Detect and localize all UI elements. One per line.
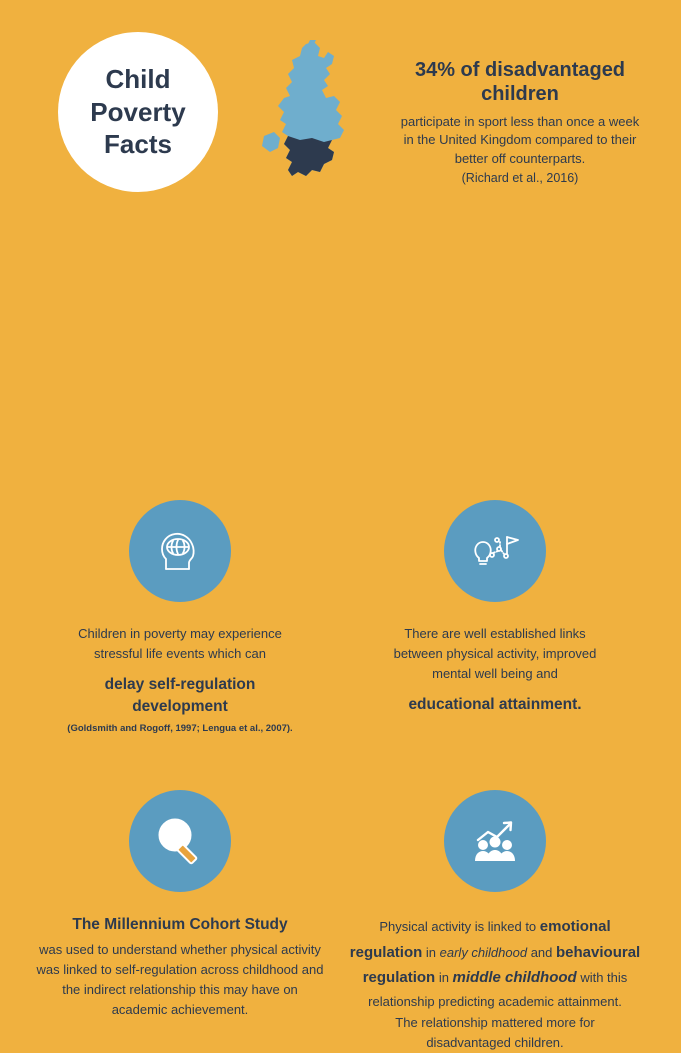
fact-card-emotional-behavioural-regulation [345,790,645,1053]
title-line-1: Child [105,64,171,95]
fact1-highlight-1: delay self-regulation [104,676,256,694]
header-section [0,0,681,230]
fact2-line-2: between physical activity, improved [393,646,597,662]
magnifying-glass-icon [129,790,231,892]
title-line-3: Facts [104,129,172,160]
title-line-2: Poverty [90,96,186,127]
fact4-seg-4: early childhood [439,944,528,960]
header-stat-body-line-2: in the United Kingdom compared to their [403,132,637,148]
fact4-seg-6: behavioural regulation [362,943,641,986]
title-circle [58,32,218,192]
fact2-highlight-1: educational attainment. [408,696,582,714]
head-brain-icon [129,500,231,602]
fact4-seg-3: in [422,944,440,960]
fact1-citation: (Goldsmith and Rogoff, 1997; Lengua et al., 2007). [67,722,293,734]
fact3-line-3: the indirect relationship this may have on [62,981,298,997]
fact4-main-text [345,914,645,1013]
fact1-highlight-2: development [132,697,228,715]
header-stat-block [376,58,664,188]
fact3-line-4: academic achievement. [111,1002,249,1018]
fact1-line-1: Children in poverty may experience [78,626,282,641]
header-stat-body-line-3: better off counterparts. [454,150,586,166]
fact3-line-2: was linked to self-regulation across childhood and [36,961,324,977]
fact-card-educational-attainment [345,500,645,716]
page-title [90,63,185,161]
fact-card-self-regulation [30,500,330,736]
fact4-closing-line-2: disadvantaged children. [426,1034,564,1050]
fact4-seg-8: middle childhood [452,969,577,986]
fact4-seg-1: Physical activity is linked to [379,919,540,934]
fact3-highlight-1: The Millennium Cohort Study [72,916,288,933]
fact2-line-1: There are well established links [404,626,586,641]
fact4-seg-7: in [435,970,453,985]
fact4-seg-5: and [527,944,557,960]
header-stat-headline: 34% of disadvantaged children [414,59,626,106]
fact4-seg-9: with this relationship predicting academic attainment. [368,970,628,1009]
fact4-closing-line-1: The relationship mattered more for [395,1014,595,1030]
fact4-seg-2: emotional regulation [349,918,611,961]
people-growth-arrow-icon [444,790,546,892]
header-stat-body-line-1: participate in sport less than once a week [400,113,640,129]
header-stat-citation: (Richard et al., 2016) [461,171,579,186]
fact2-line-3: mental well being and [432,666,558,682]
fact1-line-2: stressful life events which can [94,646,266,662]
fact-card-millennium-cohort-study [30,790,330,1020]
idea-pathway-flag-icon [444,500,546,602]
united-kingdom-map [248,40,368,220]
fact3-line-1: was used to understand whether physical activity [39,941,321,957]
